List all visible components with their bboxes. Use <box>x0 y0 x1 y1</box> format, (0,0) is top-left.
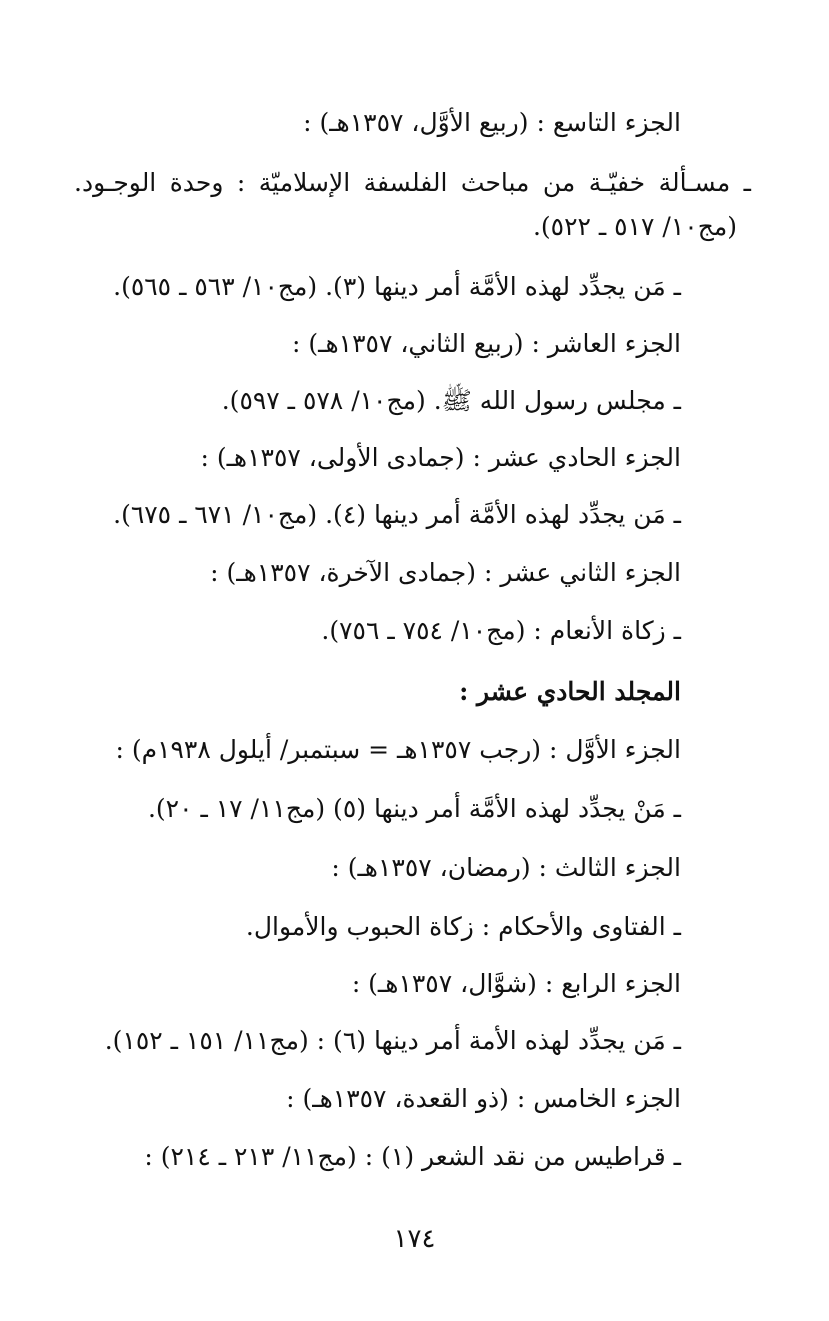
section-heading-v11-part-4: الجزء الرابع : (شوَّال، ١٣٥٧هـ) : <box>351 969 681 998</box>
section-heading-part-10: الجزء العاشر : (ربيع الثاني، ١٣٥٧هـ) : <box>292 329 681 358</box>
entry-renewer-6: ـ مَن يجدِّد لهذه الأمة أمر دينها (٦) : (مج١١/ ١٥١ ـ ١٥٢). <box>104 1026 681 1055</box>
section-heading-part-12: الجزء الثاني عشر : (جمادى الآخرة، ١٣٥٧هـ) : <box>210 558 681 587</box>
entry-hidden-issue-ref: (مج١٠/ ٥١٧ ـ ٥٢٢). <box>532 212 737 241</box>
entry-renewer-3: ـ مَن يجدِّد لهذه الأمَّة أمر دينها (٣). (مج١٠/ ٥٦٣ ـ ٥٦٥). <box>113 272 681 301</box>
section-heading-v11-part-5: الجزء الخامس : (ذو القعدة، ١٣٥٧هـ) : <box>286 1084 681 1113</box>
section-heading-v11-part-1: الجزء الأوَّل : (رجب ١٣٥٧هـ = سبتمبر/ أيلول ١٩٣٨م) : <box>115 735 681 764</box>
section-heading-v11-part-3: الجزء الثالث : (رمضان، ١٣٥٧هـ) : <box>331 853 681 882</box>
entry-fatwas-zakat: ـ الفتاوى والأحكام : زكاة الحبوب والأموال. <box>245 912 681 941</box>
entry-renewer-5: ـ مَنْ يجدِّد لهذه الأمَّة أمر دينها (٥) (مج١١/ ١٧ ـ ٢٠). <box>147 794 681 823</box>
entry-prophet-assembly: ـ مجلس رسول الله ﷺ. (مج١٠/ ٥٧٨ ـ ٥٩٧). <box>221 386 681 415</box>
volume-heading-11: المجلد الحادي عشر : <box>459 677 681 706</box>
entry-poetry-criticism: ـ قراطيس من نقد الشعر (١) : (مج١١/ ٢١٣ ـ ٢١٤) : <box>144 1142 681 1171</box>
section-heading-part-11: الجزء الحادي عشر : (جمادى الأولى، ١٣٥٧هـ) : <box>200 443 681 472</box>
entry-hidden-issue: ـ مسـألة خفيّـة من مباحث الفلسفة الإسلاميّة : وحدة الوجـود. <box>74 168 751 197</box>
entry-livestock-zakat: ـ زكاة الأنعام : (مج١٠/ ٧٥٤ ـ ٧٥٦). <box>321 616 681 645</box>
section-heading-part-9: الجزء التاسع : (ربيع الأوَّل، ١٣٥٧هـ) : <box>303 108 681 137</box>
entry-renewer-4: ـ مَن يجدِّد لهذه الأمَّة أمر دينها (٤). (مج١٠/ ٦٧١ ـ ٦٧٥). <box>113 500 681 529</box>
page-number: ١٧٤ <box>393 1224 436 1254</box>
